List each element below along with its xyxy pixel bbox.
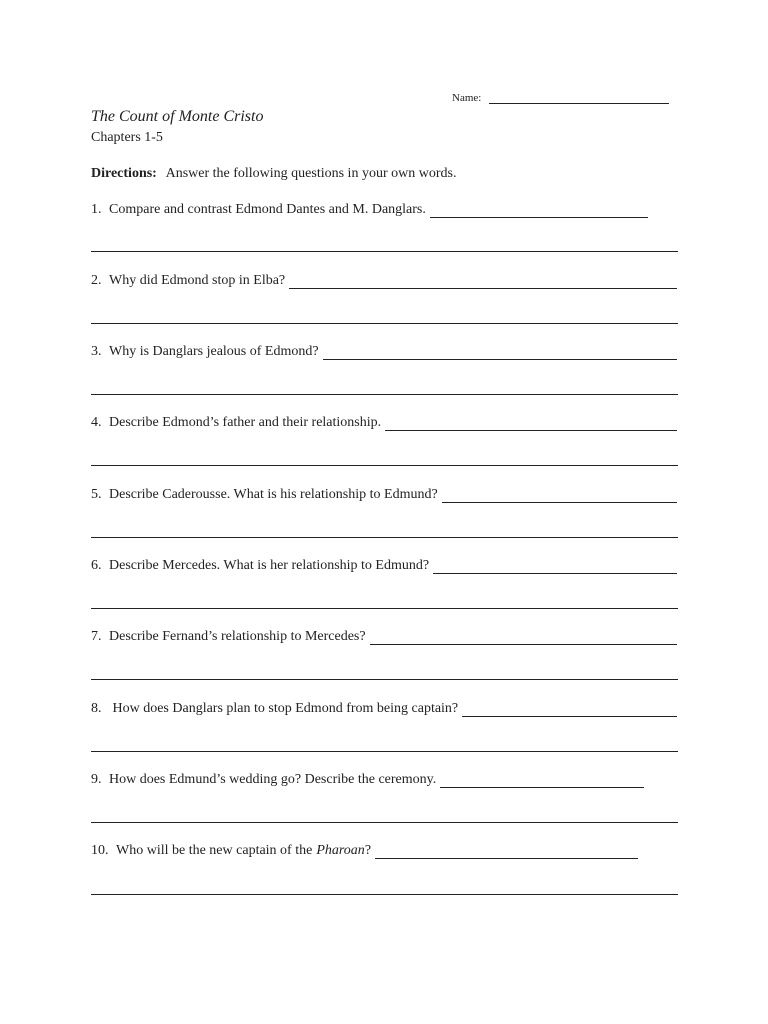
question-8 bbox=[91, 701, 677, 717]
answer-line[interactable] bbox=[91, 679, 678, 680]
answer-line[interactable] bbox=[91, 751, 678, 752]
question-text: Why did Edmond stop in Elba? bbox=[109, 273, 286, 288]
answer-line[interactable] bbox=[91, 894, 678, 895]
question-text: How does Danglars plan to stop Edmond from being captain? bbox=[109, 701, 459, 716]
question-text: Describe Edmond’s father and their relationship. bbox=[109, 415, 382, 430]
answer-line[interactable] bbox=[91, 394, 678, 395]
question-text: How does Edmund’s wedding go? Describe the ceremony. bbox=[109, 772, 437, 787]
answer-blank[interactable] bbox=[323, 347, 677, 360]
answer-blank[interactable] bbox=[442, 490, 677, 503]
question-4 bbox=[91, 415, 677, 431]
question-number: 2. bbox=[91, 273, 102, 288]
directions-text: Answer the following questions in your own words. bbox=[165, 166, 457, 181]
answer-line[interactable] bbox=[91, 537, 678, 538]
question-text: Describe Mercedes. What is her relationship to Edmund? bbox=[109, 558, 430, 573]
question-text: Describe Caderousse. What is his relationship to Edmund? bbox=[109, 487, 438, 502]
question-number: 6. bbox=[91, 558, 102, 573]
answer-blank[interactable] bbox=[289, 276, 677, 289]
question-number: 5. bbox=[91, 487, 102, 502]
answer-line[interactable] bbox=[91, 323, 678, 324]
answer-blank[interactable] bbox=[433, 561, 677, 574]
answer-line[interactable] bbox=[91, 251, 678, 252]
answer-blank[interactable] bbox=[440, 775, 644, 788]
worksheet-title: The Count of Monte Cristo bbox=[91, 108, 264, 125]
answer-line[interactable] bbox=[91, 822, 678, 823]
name-blank-line[interactable] bbox=[489, 92, 669, 104]
question-text: Why is Danglars jealous of Edmond? bbox=[109, 344, 319, 359]
directions-label: Directions: bbox=[91, 166, 157, 181]
answer-line[interactable] bbox=[91, 608, 678, 609]
name-field bbox=[452, 92, 669, 104]
question-text: Who will be the new captain of the bbox=[116, 843, 313, 858]
ship-name: Pharoan bbox=[316, 843, 365, 858]
question-text: Describe Fernand’s relationship to Mercedes? bbox=[109, 629, 366, 644]
question-text-end: ? bbox=[364, 843, 372, 858]
question-number: 1. bbox=[91, 202, 102, 217]
answer-blank[interactable] bbox=[430, 205, 648, 218]
question-2 bbox=[91, 273, 677, 289]
question-10 bbox=[91, 843, 677, 859]
answer-blank[interactable] bbox=[462, 704, 677, 717]
question-number: 9. bbox=[91, 772, 102, 787]
question-1 bbox=[91, 202, 677, 218]
answer-blank[interactable] bbox=[375, 846, 638, 859]
answer-blank[interactable] bbox=[385, 418, 677, 431]
question-text: Compare and contrast Edmond Dantes and M. Danglars. bbox=[109, 202, 426, 217]
question-number: 3. bbox=[91, 344, 102, 359]
chapters-label: Chapters 1-5 bbox=[91, 130, 163, 145]
question-number: 7. bbox=[91, 629, 102, 644]
question-6 bbox=[91, 558, 677, 574]
question-5 bbox=[91, 487, 677, 503]
answer-line[interactable] bbox=[91, 465, 678, 466]
name-label: Name: bbox=[452, 92, 482, 104]
question-3 bbox=[91, 344, 677, 360]
question-9 bbox=[91, 772, 677, 788]
question-number: 8. bbox=[91, 701, 102, 716]
directions bbox=[91, 166, 456, 182]
question-number: 10. bbox=[91, 843, 109, 858]
answer-blank[interactable] bbox=[370, 632, 677, 645]
question-7 bbox=[91, 629, 677, 645]
question-number: 4. bbox=[91, 415, 102, 430]
